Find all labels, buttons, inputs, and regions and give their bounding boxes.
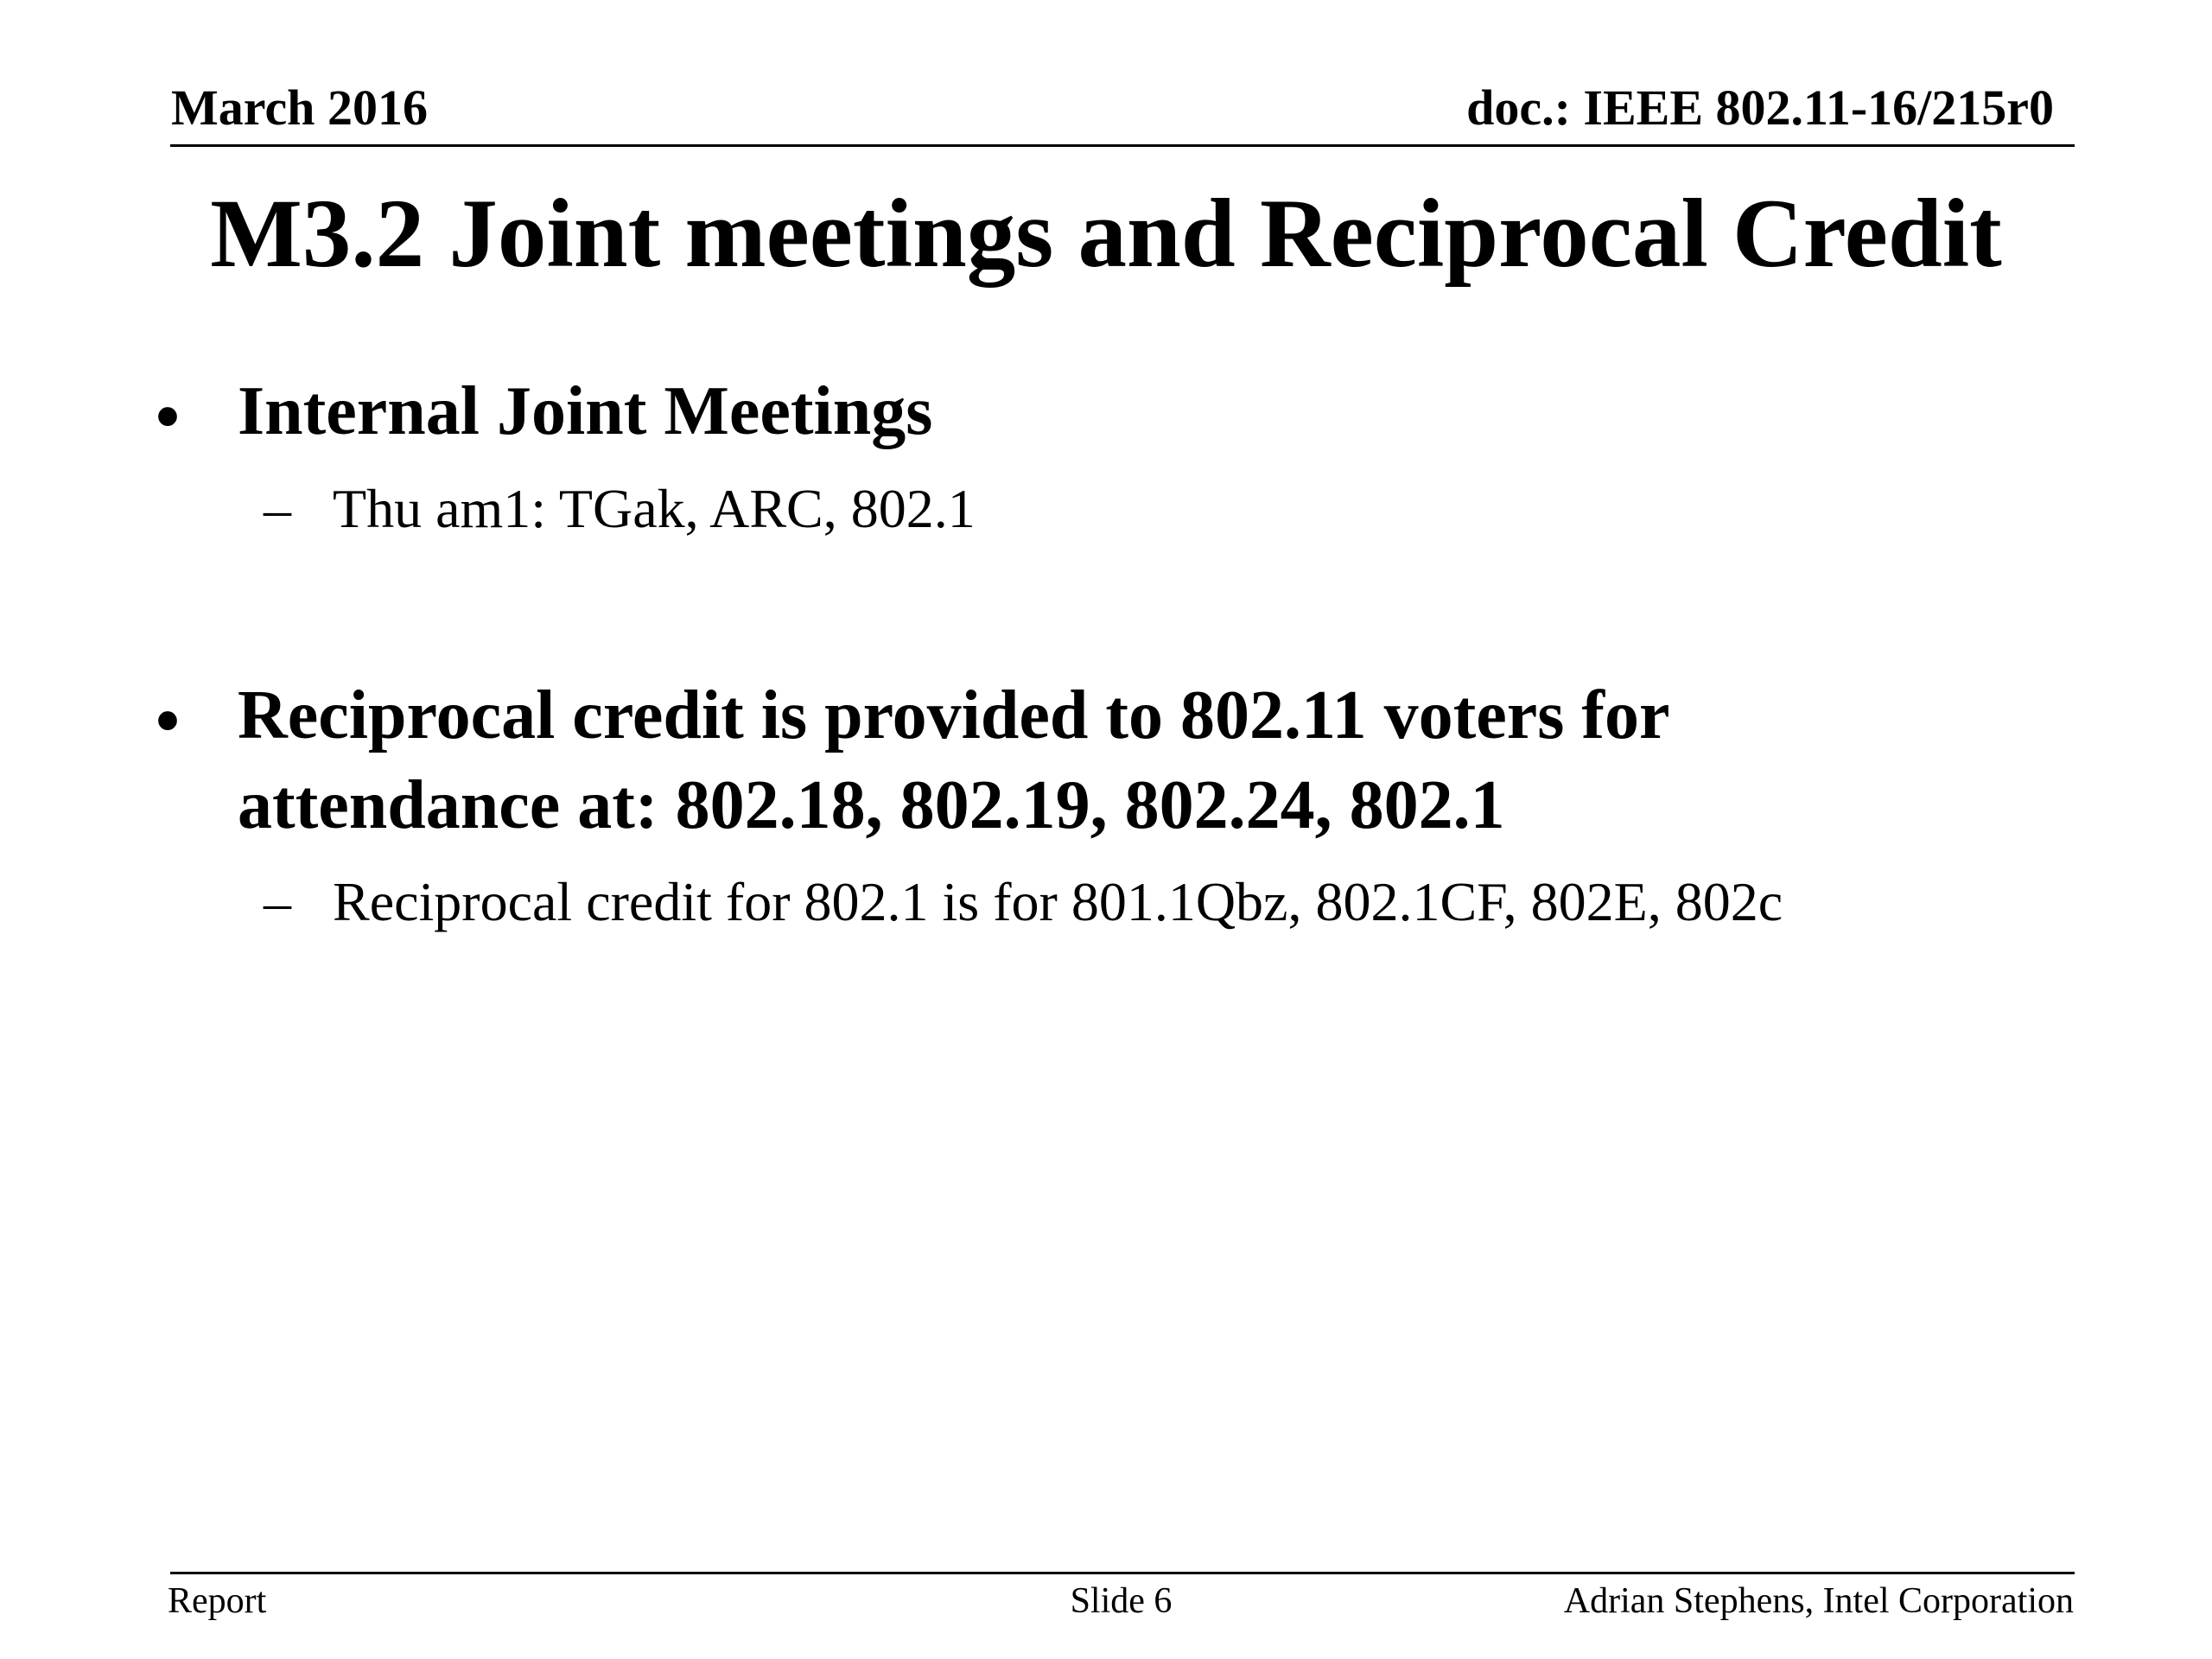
slide-title: M3.2 Joint meetings and Reciprocal Credit <box>210 180 2002 288</box>
footer-slide-number: Slide 6 <box>1070 1581 1173 1621</box>
footer-author: Adrian Stephens, Intel Corporation <box>1563 1581 2074 1621</box>
footer-divider <box>170 1572 2075 1574</box>
footer-report-label: Report <box>168 1581 267 1621</box>
bullet-marker: • <box>156 683 181 760</box>
bullet-text-internal-joint-meetings: Internal Joint Meetings <box>238 373 933 449</box>
header-date: March 2016 <box>171 79 428 136</box>
header-doc-id: doc.: IEEE 802.11-16/215r0 <box>1466 79 2054 136</box>
sub-bullet-text-thu-am1: Thu am1: TGak, ARC, 802.1 <box>333 478 976 539</box>
sub-bullet-dash: – <box>264 478 291 539</box>
bullet-text-reciprocal-line1: Reciprocal credit is provided to 802.11 voters for <box>238 677 1670 753</box>
bullet-marker: • <box>156 379 181 455</box>
sub-bullet-text-reciprocal-802-1: Reciprocal credit for 802.1 is for 801.1Qbz, 802.1CF, 802E, 802c <box>333 871 1783 932</box>
header-divider <box>170 144 2075 147</box>
bullet-text-reciprocal-line2: attendance at: 802.18, 802.19, 802.24, 802.1 <box>238 767 1505 843</box>
sub-bullet-dash: – <box>264 871 291 932</box>
